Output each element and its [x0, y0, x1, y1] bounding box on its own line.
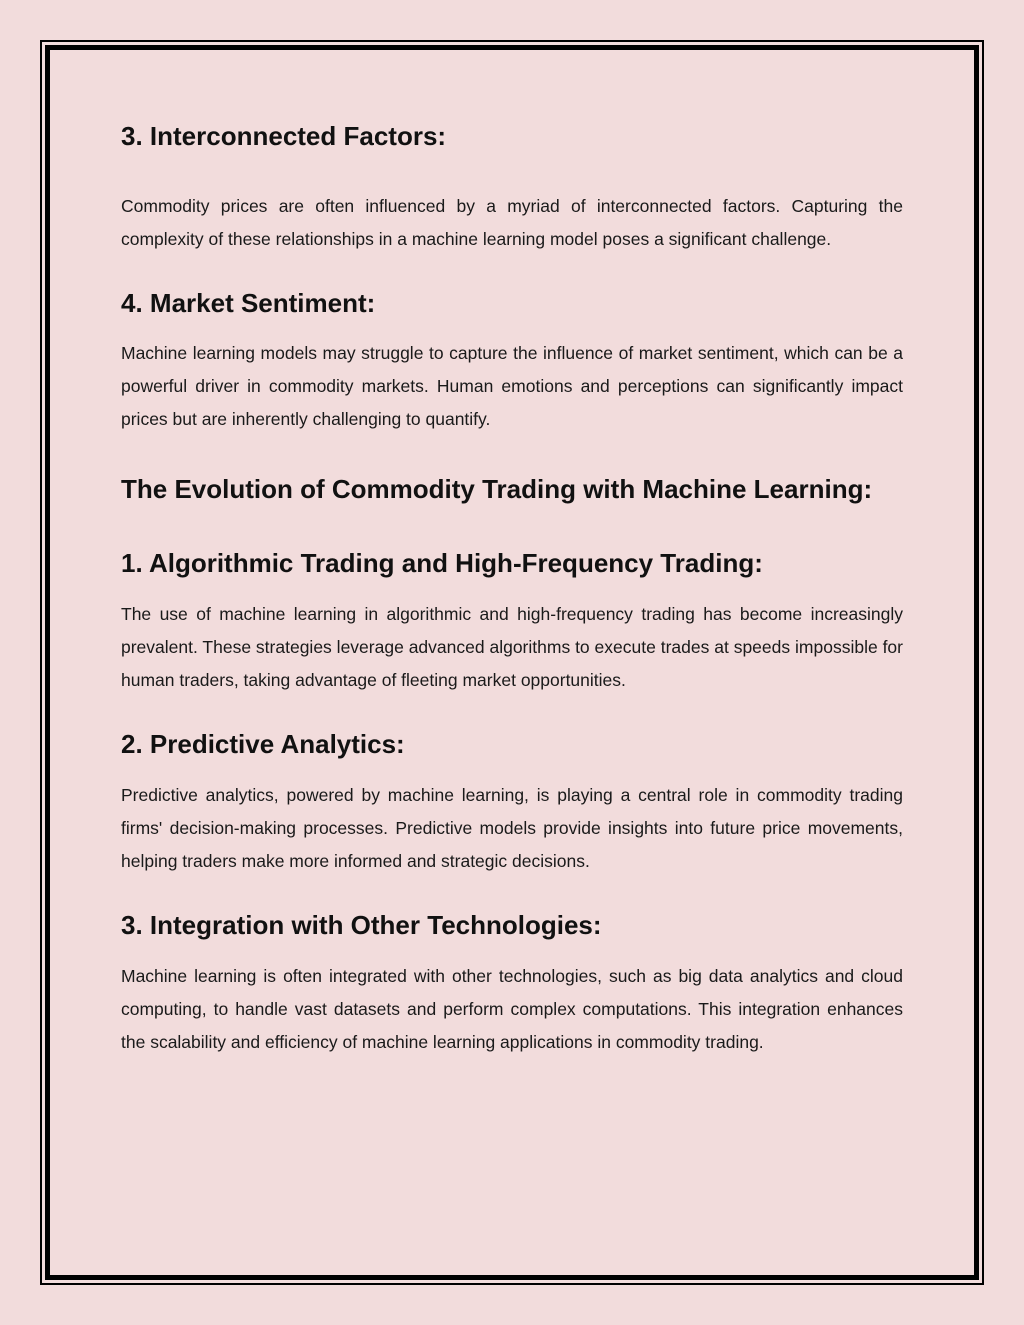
- paragraph-integration-technologies: Machine learning is often integrated with other technologies, such as big data analytics and cloud computing, to handle vast datasets and perform complex computations. This integration enhances the scalability and efficiency of machine learning applications in commodity trading.: [121, 966, 903, 1052]
- heading-market-sentiment: 4. Market Sentiment:: [121, 288, 376, 318]
- heading-algorithmic-trading: 1. Algorithmic Trading and High-Frequency Trading:: [121, 548, 763, 578]
- paragraph-interconnected-factors: Commodity prices are often influenced by a myriad of interconnected factors. Capturing the complexity of these relationships in a machine learning model poses a significant challenge.: [121, 196, 903, 249]
- heading-evolution: The Evolution of Commodity Trading with Machine Learning:: [121, 474, 873, 504]
- heading-interconnected-factors: 3. Interconnected Factors:: [121, 121, 447, 151]
- heading-predictive-analytics: 2. Predictive Analytics:: [121, 729, 405, 759]
- paragraph-market-sentiment: Machine learning models may struggle to capture the influence of market sentiment, which can be a powerful driver in commodity markets. Human emotions and perceptions can significantly impact prices but are inherently challenging to quantify.: [121, 343, 903, 429]
- paragraph-algorithmic-trading: The use of machine learning in algorithmic and high-frequency trading has become increasingly prevalent. These strategies leverage advanced algorithms to execute trades at speeds impossible for human traders, taking advantage of fleeting market opportunities.: [121, 604, 903, 690]
- paragraph-predictive-analytics: Predictive analytics, powered by machine learning, is playing a central role in commodity trading firms' decision-making processes. Predictive models provide insights into future price movements, helping traders make more informed and strategic decisions.: [121, 785, 903, 871]
- heading-integration-technologies: 3. Integration with Other Technologies:: [121, 910, 602, 940]
